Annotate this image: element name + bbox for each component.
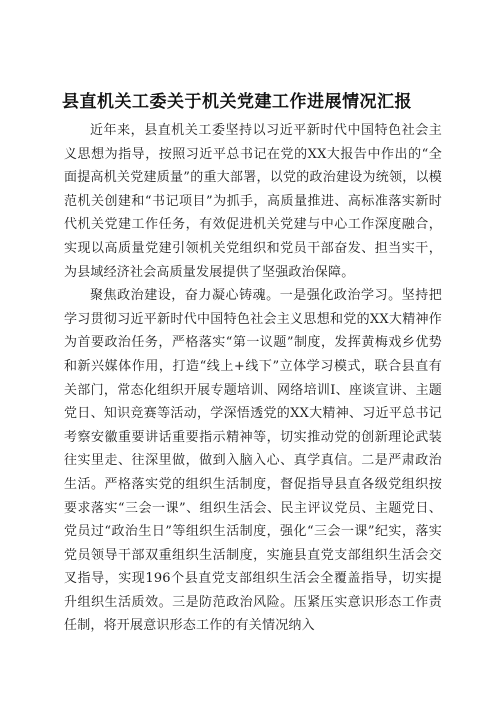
intro-paragraph: 近年来，县直机关工委坚持以习近平新时代中国特色社会主义思想为指导，按照习近平总书记在党的XX大报告中作出的“全面提高机关党建质量”的重大部署，以党的政治建设为统领，以模范机关创建和“书记项目”为抓手，高质量推进、高标准落实新时代机关党建工作任务，有效促进机关党建与中心工作深度融合，实现以高质量党建引领机关党组织和党员干部奋发、担当实干，为县域经济社会高质量发展提供了坚强政治保障。 xyxy=(64,123,442,280)
document-title: 县直机关工委关于机关党建工作进展情况汇报 xyxy=(62,92,412,112)
political-building-paragraph: 聚焦政治建设，奋力凝心铸魂。一是强化政治学习。坚持把学习贯彻习近平新时代中国特色社会主义思想和党的XX大精神作为首要政治任务，严格落实“第一议题”制度，发挥黄梅戏乡优势和新兴媒体作用，打造“线上+线下”立体学习模式，联合县直有关部门，常态化组织开展专题培训、网络培训I、座谈宣讲、主题党日、知识竞赛等活动，学深悟透党的XX大精神、习近平总书记考察安徽重要讲话重要指示精神等，切实推动党的创新理论武装往实里走、往深里做，做到入脑入心、真学真信。二是严肃政治生活。严格落实党的组织生活制度，督促指导县直各级党组织按要求落实“三会一课”、组织生活会、民主评议党员、主题党日、党员过“政治生日”等组织生活制度，强化“三会一课”纪实，落实党员领导干部双重组织生活制度，实施县直党支部组织生活会交叉指导，实现196个县直党支部组织生活会全覆盖指导，切实提升组织生活质效。三是防范政治风险。压紧压实意识形态工作责任制，将开展意识形态工作的有关情况纳入 xyxy=(64,288,442,634)
document-body xyxy=(64,119,442,638)
